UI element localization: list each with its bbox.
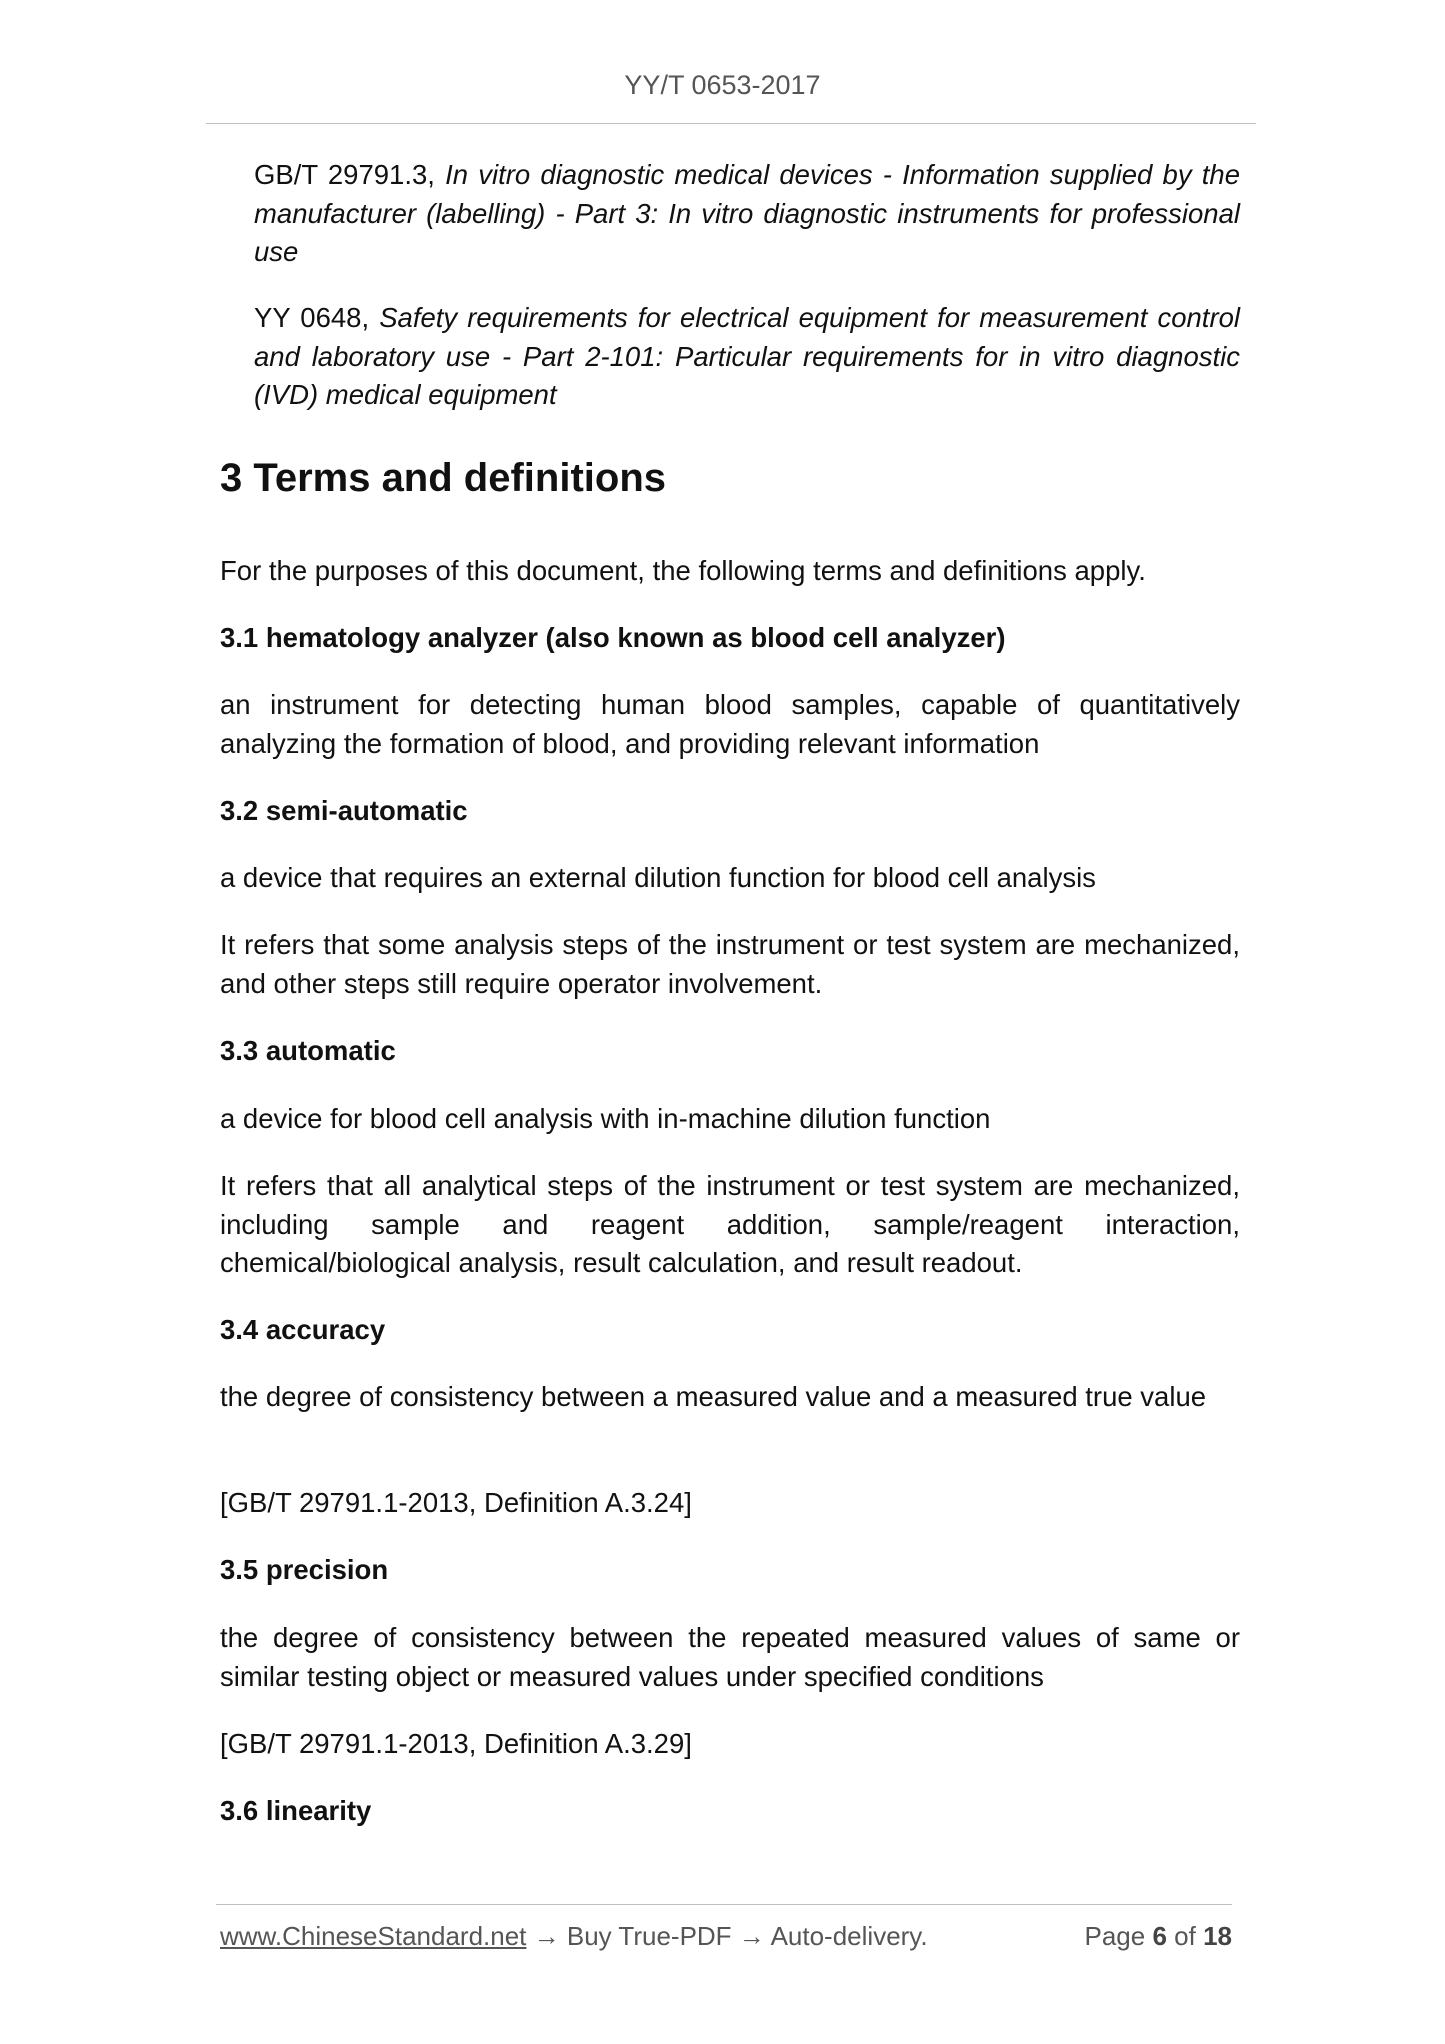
page-footer (220, 1921, 1232, 1952)
website-link[interactable]: www.ChineseStandard.net (220, 1921, 527, 1951)
term-heading: 3.4 accuracy (220, 1314, 386, 1345)
page-header: YY/T 0653-2017 (624, 70, 821, 100)
footer-promo (220, 1921, 928, 1951)
reference-code: GB/T 29791.3, (254, 159, 435, 190)
page-number (1084, 1921, 1232, 1952)
term-source: [GB/T 29791.1-2013, Definition A.3.29] (220, 1728, 692, 1759)
term-note: It refers that all analytical steps of the instrument or test system are mechanized, including sample and reagent addition, sample/reagent interaction, chemical/biological analysis, result calculation, and result readout. (220, 1170, 1240, 1278)
page-total: 18 (1203, 1921, 1232, 1951)
reference-code: YY 0648, (254, 302, 370, 333)
term-heading: 3.5 precision (220, 1554, 389, 1585)
term-definition: an instrument for detecting human blood samples, capable of quantitatively analyzing the formation of blood, and providing relevant information (220, 689, 1240, 759)
reference-entry (254, 156, 1240, 272)
page-current: 6 (1152, 1921, 1167, 1951)
term-definition: the degree of consistency between a measured value and a measured true value (220, 1381, 1207, 1412)
page-label: Page (1084, 1921, 1146, 1951)
reference-title: Safety requirements for electrical equipment for measurement control and laboratory use - Part 2-101: Particular requirements for in vitro diagnostic (IVD) medical equipment (254, 302, 1241, 410)
reference-title: In vitro diagnostic medical devices - Information supplied by the manufacturer (labelling) - Part 3: In vitro diagnostic instruments for professional use (254, 159, 1241, 267)
term-heading: 3.3 automatic (220, 1035, 396, 1066)
term-source: [GB/T 29791.1-2013, Definition A.3.24] (220, 1487, 692, 1518)
section-title: 3 Terms and definitions (220, 456, 666, 500)
footer-tagline: → Buy True-PDF → Auto-delivery. (526, 1921, 928, 1951)
footer-divider (216, 1904, 1232, 1905)
header-divider (206, 123, 1256, 124)
term-heading: 3.6 linearity (220, 1795, 372, 1826)
section-intro: For the purposes of this document, the following terms and definitions apply. (220, 555, 1146, 586)
term-definition: a device that requires an external dilution function for blood cell analysis (220, 862, 1096, 893)
term-definition: a device for blood cell analysis with in-machine dilution function (220, 1103, 991, 1134)
term-note: It refers that some analysis steps of the instrument or test system are mechanized, and other steps still require operator involvement. (220, 929, 1240, 999)
page-of-label: of (1174, 1921, 1196, 1951)
term-heading: 3.1 hematology analyzer (also known as blood cell analyzer) (220, 622, 1006, 653)
reference-entry (254, 299, 1240, 415)
term-heading: 3.2 semi-automatic (220, 795, 468, 826)
term-definition: the degree of consistency between the repeated measured values of same or similar testing object or measured values under specified conditions (220, 1622, 1240, 1692)
